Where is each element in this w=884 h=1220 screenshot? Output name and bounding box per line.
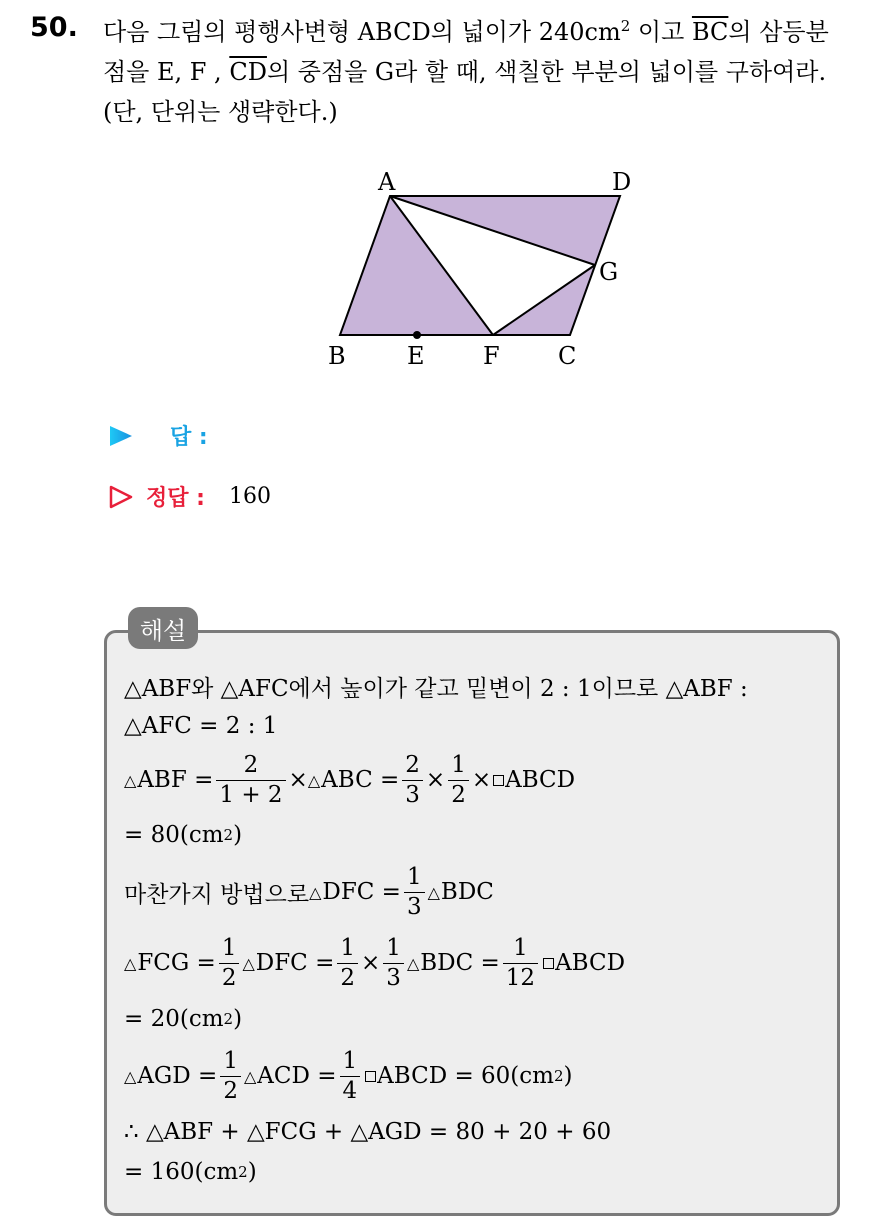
outline-triangle-icon bbox=[108, 485, 134, 509]
question-number: 50. bbox=[30, 12, 78, 43]
question-line-1: 다음 그림의 평행사변형 ABCD의 넓이가 $240cm^2$ 이고 $\overline{BC}$의 삼등분 bbox=[103, 17, 829, 46]
label-a: A bbox=[378, 168, 396, 196]
solution-line-3: △ ABF = $\frac{2}{1 + 2}$ × △ ABC = $\frac{2}{3}$ × $\frac{1}{2}$ × ABCD bbox=[124, 751, 576, 808]
label-d: D bbox=[612, 168, 632, 196]
parallelogram-symbol bbox=[543, 958, 554, 969]
solution-line-7: = 20(cm 2 ) bbox=[124, 1006, 243, 1032]
segment-cd: $\overline{CD}$ bbox=[229, 58, 267, 86]
question-line-3: (단, 단위는 생략한다.) bbox=[103, 98, 338, 126]
play-triangle-icon bbox=[108, 424, 134, 448]
correct-answer-label: 정답 : bbox=[146, 486, 205, 511]
question-text bbox=[103, 12, 863, 132]
parallelogram-symbol bbox=[365, 1071, 376, 1082]
answer-label: 답 : bbox=[170, 425, 208, 450]
fraction: $\frac{1}{2}$ bbox=[219, 937, 240, 990]
answer-row bbox=[108, 420, 208, 451]
fraction: $\frac{1}{3}$ bbox=[404, 866, 425, 919]
fraction: $\frac{1}{2}$ bbox=[220, 1050, 241, 1103]
fraction: $\frac{1}{12}$ bbox=[503, 937, 538, 990]
label-g: G bbox=[599, 258, 619, 286]
parallelogram-figure bbox=[320, 160, 650, 375]
solution-line-5: 마찬가지 방법으로 △ DFC = $\frac{1}{3}$ △ BDC bbox=[124, 863, 494, 920]
correct-answer-value: 160 bbox=[228, 484, 271, 509]
fraction: $\frac{1}{2}$ bbox=[337, 937, 358, 990]
solution-line-1: △ABF와 △AFC에서 높이가 같고 밑변이 2 : 1이므로 △ABF : bbox=[124, 675, 748, 702]
solution-line-10: = 160(cm 2 ) bbox=[124, 1159, 257, 1185]
label-e: E bbox=[407, 342, 425, 370]
parallelogram-symbol bbox=[493, 775, 504, 786]
point-e bbox=[413, 331, 421, 339]
fraction: $\frac{1}{3}$ bbox=[383, 937, 404, 990]
solution-line-8: △ AGD = $\frac{1}{2}$ △ ACD = $\frac{1}{4}$ ABCD = 60(cm 2 ) bbox=[124, 1047, 573, 1104]
label-c: C bbox=[558, 342, 577, 370]
solution-line-2: △AFC = 2 : 1 bbox=[124, 713, 278, 739]
solution-line-9: ∴ △ABF + △FCG + △AGD = 80 + 20 + 60 bbox=[124, 1119, 612, 1145]
fraction: $\frac{2}{3}$ bbox=[402, 754, 423, 807]
question-line-2: 점을 E, F , $\overline{CD}$의 중점을 G라 할 때, 색칠한 부분의 넓이를 구하여라. bbox=[103, 58, 827, 86]
solution-line-6: △ FCG = $\frac{1}{2}$ △ DFC = $\frac{1}{2}$ × $\frac{1}{3}$ △ BDC = $\frac{1}{12}$ ABCD bbox=[124, 934, 626, 991]
fraction: $\frac{2}{1 + 2}$ bbox=[216, 754, 285, 807]
fraction: $\frac{1}{4}$ bbox=[340, 1050, 361, 1103]
label-f: F bbox=[483, 342, 500, 370]
fraction: $\frac{1}{2}$ bbox=[448, 754, 469, 807]
solution-line-4: = 80(cm 2 ) bbox=[124, 822, 243, 848]
correct-answer-row bbox=[108, 481, 271, 512]
segment-bc: $\overline{BC}$ bbox=[691, 18, 729, 46]
label-b: B bbox=[328, 342, 346, 370]
solution-content bbox=[124, 666, 834, 1192]
solution-tab: 해설 bbox=[128, 607, 198, 649]
